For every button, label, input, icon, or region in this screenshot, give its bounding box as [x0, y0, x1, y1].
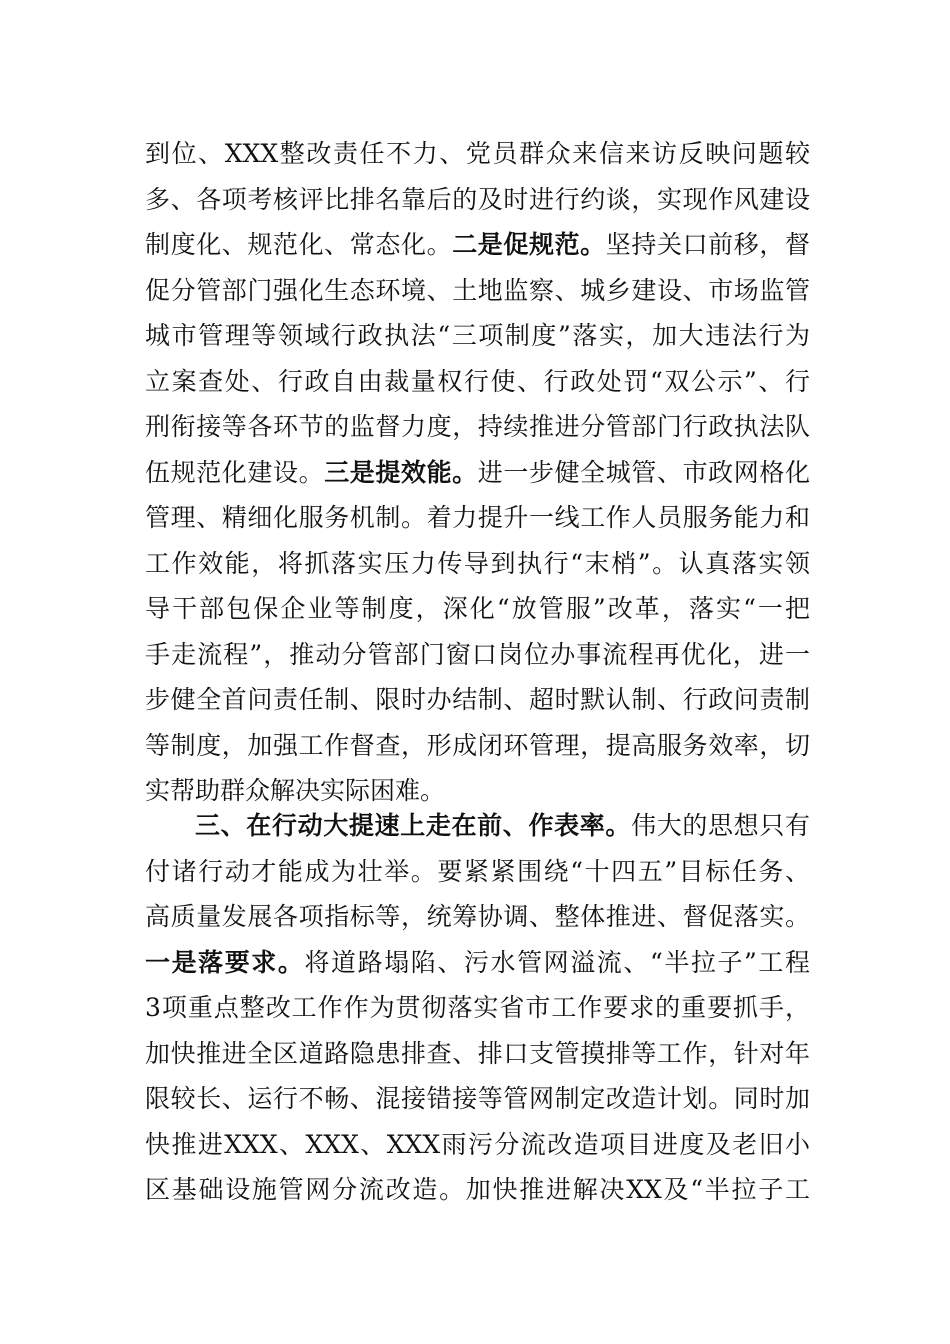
text-line — [145, 632, 810, 678]
body-text: 管理、精细化服务机制。着力提升一线工作人员服务能力和 — [145, 503, 810, 532]
body-text: 步健全首问责任制、限时办结制、超时默认制、行政问责制 — [145, 685, 810, 714]
text-line — [145, 131, 810, 177]
body-text: 将道路塌陷、污水管网溢流、“半拉子”工程 — [304, 947, 810, 977]
paragraph-2 — [145, 803, 810, 1213]
text-line — [145, 222, 810, 268]
bold-heading-text: 一是落要求。 — [145, 947, 305, 977]
body-text: 高质量发展各项指标等，统筹协调、整体推进、督促落实。 — [145, 902, 810, 931]
body-text: 城市管理等领域行政执法“三项制度”落实，加大违法行为 — [145, 321, 810, 350]
bold-heading-text: 二是促规范。 — [452, 230, 606, 259]
text-line — [145, 1122, 810, 1168]
paragraph-1 — [145, 131, 810, 814]
body-text: 加快推进全区道路隐患排查、排口支管摸排等工作，针对年 — [145, 1038, 810, 1068]
body-text: 进一步健全城管、市政网格化 — [477, 457, 810, 487]
text-line — [145, 803, 810, 849]
text-line — [145, 849, 810, 895]
text-line — [145, 586, 810, 632]
body-text: 坚持关口前移，督 — [605, 230, 810, 259]
body-text: 工作效能，将抓落实压力传导到执行“末梢”。认真落实领 — [145, 548, 810, 578]
text-line — [145, 404, 810, 450]
body-text: 伟大的思想只有 — [631, 811, 810, 840]
text-line — [145, 495, 810, 541]
body-text: 立案查处、行政自由裁量权行使、行政处罚“双公示”、行 — [145, 366, 810, 396]
text-line — [145, 1031, 810, 1077]
bold-heading-text: 三是提效能。 — [324, 457, 478, 487]
text-line — [145, 894, 810, 940]
body-text: 实帮助群众解决实际困难。 — [145, 776, 446, 805]
text-line — [145, 1167, 810, 1213]
body-text: 导干部包保企业等制度，深化“放管服”改革，落实“一把 — [145, 594, 810, 623]
text-line — [145, 450, 810, 496]
text-line — [145, 940, 810, 986]
body-text: 区基础设施管网分流改造。加快推进解决XX及“半拉子工 — [145, 1175, 810, 1204]
body-text: 快推进XXX、XXX、XXX雨污分流改造项目进度及老旧小 — [145, 1129, 810, 1159]
body-text: 刑衔接等各环节的监督力度，持续推进分管部门行政执法队 — [145, 412, 810, 441]
body-text: 伍规范化建设。 — [145, 457, 325, 487]
body-text: 手走流程”，推动分管部门窗口岗位办事流程再优化，进一 — [145, 639, 810, 669]
bold-heading-text: 三、在行动大提速上走在前、作表率。 — [195, 811, 632, 840]
text-line — [145, 359, 810, 405]
text-line — [145, 723, 810, 769]
body-text: 限较长、运行不畅、混接错接等管网制定改造计划。同时加 — [145, 1084, 810, 1113]
body-text: 多、各项考核评比排名靠后的及时进行约谈，实现作风建设 — [145, 184, 810, 214]
text-line — [145, 313, 810, 359]
body-text: 促分管部门强化生态环境、土地监察、城乡建设、市场监管 — [145, 275, 810, 305]
body-text: 等制度，加强工作督查，形成闭环管理，提高服务效率，切 — [145, 730, 810, 760]
body-text: 到位、XXX整改责任不力、党员群众来信来访反映问题较 — [145, 139, 810, 168]
body-text: 付诸行动才能成为壮举。要紧紧围绕“十四五”目标任务、 — [145, 856, 810, 886]
text-line — [145, 268, 810, 314]
text-line — [145, 1076, 810, 1122]
text-line — [145, 985, 810, 1031]
body-text: 制度化、规范化、常态化。 — [145, 230, 453, 259]
text-line — [145, 541, 810, 587]
body-text: 3项重点整改工作作为贯彻落实省市工作要求的重要抓手， — [145, 993, 810, 1022]
text-line — [145, 677, 810, 723]
text-line — [145, 177, 810, 223]
